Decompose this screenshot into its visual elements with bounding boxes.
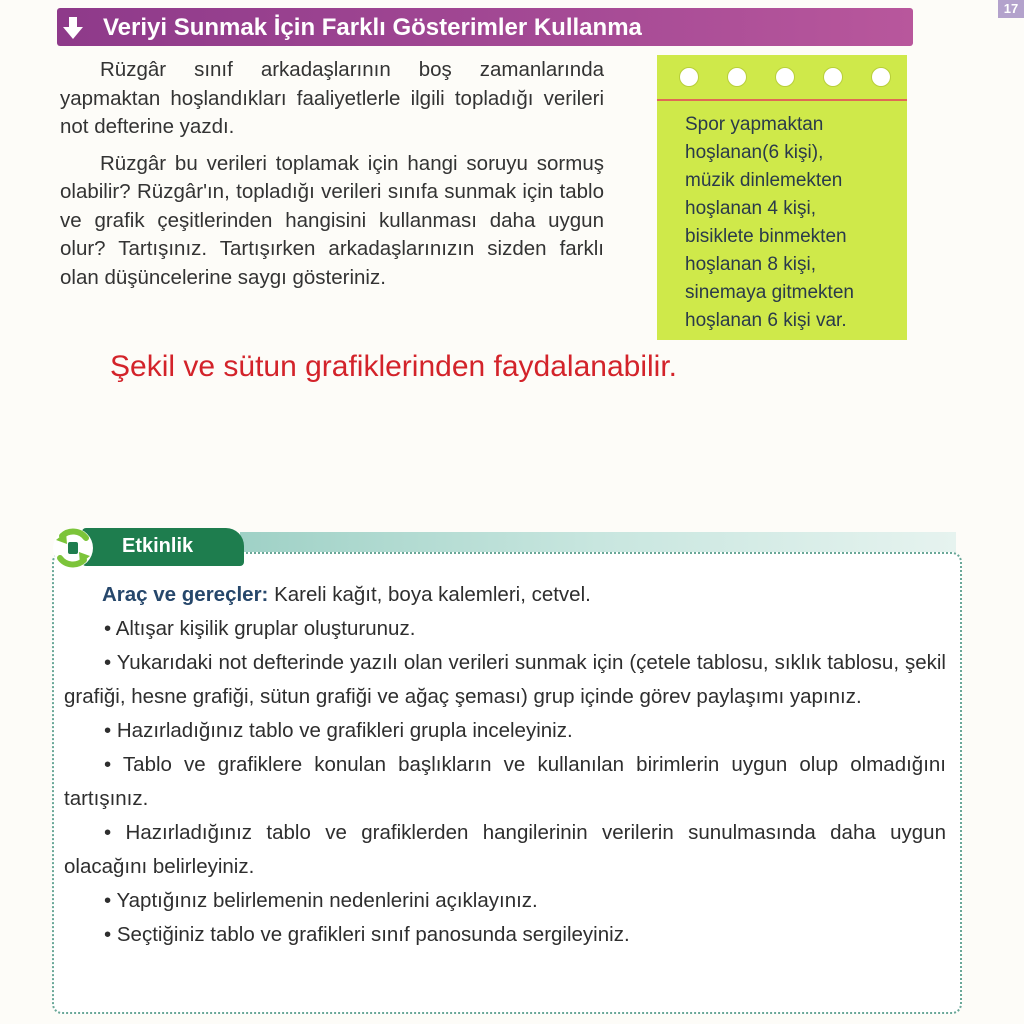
notebook-note [657,55,907,340]
answer-text: Şekil ve sütun grafiklerinden faydalanabilir. [110,350,677,383]
notebook-line: müzik dinlemekten [685,170,843,191]
notebook-hole [679,67,699,87]
notebook-line: bisiklete binmekten [685,226,847,247]
page-number: 17 [998,0,1024,18]
activity-tab [82,528,244,566]
notebook-margin-line [657,99,907,101]
cycle-arrows-icon [50,522,96,574]
notebook-line: sinemaya gitmekten [685,282,854,303]
activity-bullet: • Yukarıdaki not defterinde yazılı olan verileri sunmak için (çetele tablosu, sıklık tablosu, şekil grafiği, hesne grafiği, sütun grafiği ve ağaç şeması) grup içinde görev paylaşımı yapınız. [64,651,946,708]
notebook-line: hoşlanan(6 kişi), [685,142,824,163]
notebook-line: hoşlanan 6 kişi var. [685,310,847,331]
materials-text: Kareli kağıt, boya kalemleri, cetvel. [268,583,591,606]
notebook-line: Spor yapmaktan [685,114,824,135]
notebook-hole [871,67,891,87]
activity-bullet: • Yaptığınız belirlemenin nedenlerini açıklayınız. [104,889,538,912]
down-arrow-icon [61,16,85,40]
notebook-line: hoşlanan 8 kişi, [685,254,816,275]
activity-bullet: • Tablo ve grafiklere konulan başlıkların ve kullanılan birimlerin uygun olup olmadığını tartışınız. [64,753,946,810]
materials-line [64,578,946,612]
section-title: Veriyi Sunmak İçin Farklı Gösterimler Kullanma [103,14,642,41]
notebook-hole [823,67,843,87]
activity-content [64,578,946,952]
activity-header-strip [240,532,956,554]
intro-paragraph: Rüzgâr sınıf arkadaşlarının boş zamanlarında yapmaktan hoşlandıkları faaliyetlerle ilgili topladığı verileri not defterine yazdı. [60,58,604,138]
notebook-text [685,111,899,335]
activity-bullet: • Altışar kişilik gruplar oluşturunuz. [104,617,416,640]
activity-title: Etkinlik [122,535,194,557]
section-header [57,8,913,46]
notebook-holes [679,67,889,89]
intro-paragraph: Rüzgâr bu verileri toplamak için hangi soruyu sormuş olabilir? Rüzgâr'ın, topladığı verileri sınıfa sunmak için tablo ve grafik çeşitlerinden hangisini kullanması daha uygun olur? Tartışınız. Tartışırken arkadaşlarınızın sizden farklı olan düşüncelerine saygı gösteriniz. [60,151,604,289]
notebook-hole [727,67,747,87]
activity-bullet: • Hazırladığınız tablo ve grafiklerden hangilerinin verilerin sunulmasında daha uygun olacağını belirleyiniz. [64,821,946,878]
activity-bullet: • Hazırladığınız tablo ve grafikleri grupla inceleyiniz. [104,719,573,742]
activity-bullet: • Seçtiğiniz tablo ve grafikleri sınıf panosunda sergileyiniz. [104,923,630,946]
notebook-line: hoşlanan 4 kişi, [685,198,816,219]
notebook-hole [775,67,795,87]
materials-label: Araç ve gereçler: [102,583,269,606]
intro-text [60,56,604,300]
